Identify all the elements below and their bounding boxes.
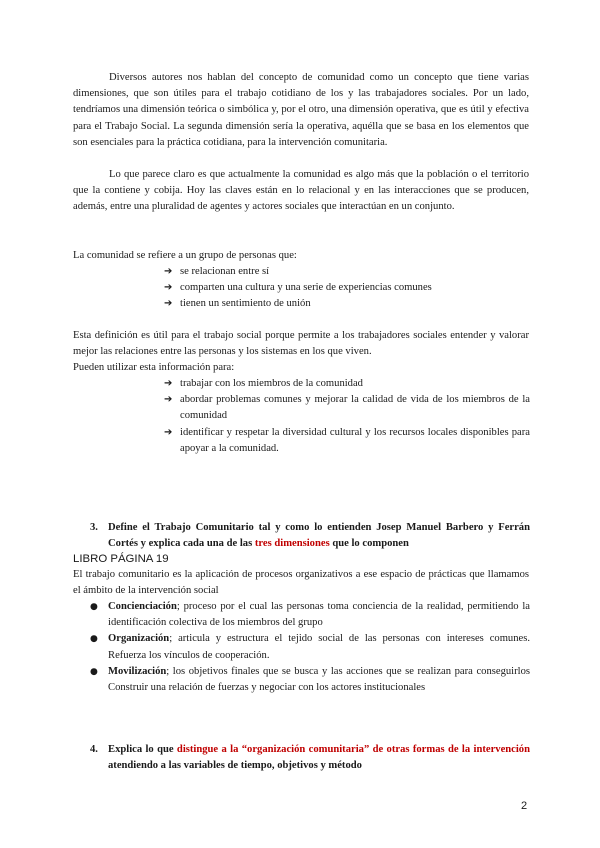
- arrow-icon: ➔: [164, 282, 173, 294]
- question-number: 3.: [90, 522, 98, 533]
- answer-3-list: [90, 599, 530, 696]
- bullet-icon: ●: [90, 634, 98, 645]
- list-item: ➔ identificar y respetar la diversidad cultural y los recursos locales disponibles para apoyar a la comunidad.: [164, 426, 530, 454]
- bullet-icon: ●: [90, 666, 98, 677]
- definition-paragraph: Esta definición es útil para el trabajo social porque permite a los trabajadores sociales entender y valorar mejor las relaciones entre las personas y los sistemas en los que viven.: [73, 330, 529, 358]
- definition-list: [164, 376, 530, 457]
- list-item: ➔ tienen un sentimiento de unión: [164, 296, 530, 312]
- question-number: 4.: [90, 744, 98, 755]
- question-4: 4. Explica lo que distingue a la “organización comunitaria” de otras formas de la intervención atendiendo a las variables de tiempo, objetivos y método: [90, 744, 530, 772]
- list-item: ● Concienciación; proceso por el cual las personas toma conciencia de la realidad, permitiendo la identificación colectiva de los miembros del grupo: [90, 601, 530, 629]
- page-number: 2: [521, 800, 528, 812]
- list-item: ➔ comparten una cultura y una serie de experiencias comunes: [164, 280, 530, 296]
- list-item: ● Organización; articula y estructura el tejido social de las personas con intereses comunes. Refuerza los vínculos de cooperación.: [90, 633, 530, 661]
- arrow-icon: ➔: [164, 426, 173, 438]
- arrow-icon: ➔: [164, 378, 173, 389]
- community-lead: La comunidad se refiere a un grupo de personas que:: [73, 250, 297, 261]
- arrow-icon: ➔: [164, 266, 173, 277]
- definition-lead: Pueden utilizar esta información para:: [73, 362, 235, 373]
- answer-3-paragraph: El trabajo comunitario es la aplicación de procesos organizativos a ese espacio de prácticas que llamamos el ámbito de la intervención social: [73, 569, 529, 597]
- libro-reference: LIBRO PÁGINA 19: [73, 553, 169, 565]
- question-3: 3. Define el Trabajo Comunitario tal y como lo entienden Josep Manuel Barbero y Ferrán Cortés y explica cada una de las tres dimensiones que lo componen: [90, 522, 530, 550]
- highlight-text: tres dimensiones: [254, 538, 330, 550]
- bullet-icon: ●: [90, 602, 98, 612]
- arrow-icon: ➔: [164, 394, 173, 406]
- arrow-icon: ➔: [164, 298, 173, 310]
- list-item: ➔ se relacionan entre sí: [164, 264, 530, 280]
- list-item: ➔ abordar problemas comunes y mejorar la calidad de vida de los miembros de la comunidad: [164, 394, 530, 422]
- community-list: [164, 264, 530, 313]
- intro-paragraph-2: Lo que parece claro es que actualmente la comunidad es algo más que la población o el territorio que la contiene y cobija. Hoy las claves están en lo relacional y en las interacciones que se producen, además, entre una pluralidad de agentes y actores sociales que interactúan en un conjunto.: [73, 169, 529, 213]
- intro-paragraph-1: Diversos autores nos hablan del concepto de comunidad como un concepto que tiene varias dimensiones, que son útiles para el trabajo cotidiano de los y las trabajadores sociales. Por un lado, tendríamos una dimensión teórica o simbólica y, por el otro, una dimensión operativa, que es útil y efectiva para el Trabajo Social. La segunda dimensión sería la operativa, aquélla que se basa en los elementos que son esenciales para la práctica cotidiana, para la intervención comunitaria.: [73, 72, 529, 148]
- list-item: ● Movilización; los objetivos finales que se busca y las acciones que se realizan para conseguirlos Construir una relación de fuerzas y negociar con los actores institucionales: [90, 665, 530, 694]
- highlight-text: distingue a la “organización comunitaria” de otras formas de la intervención: [176, 744, 530, 755]
- list-item: ➔ trabajar con los miembros de la comunidad: [164, 376, 530, 392]
